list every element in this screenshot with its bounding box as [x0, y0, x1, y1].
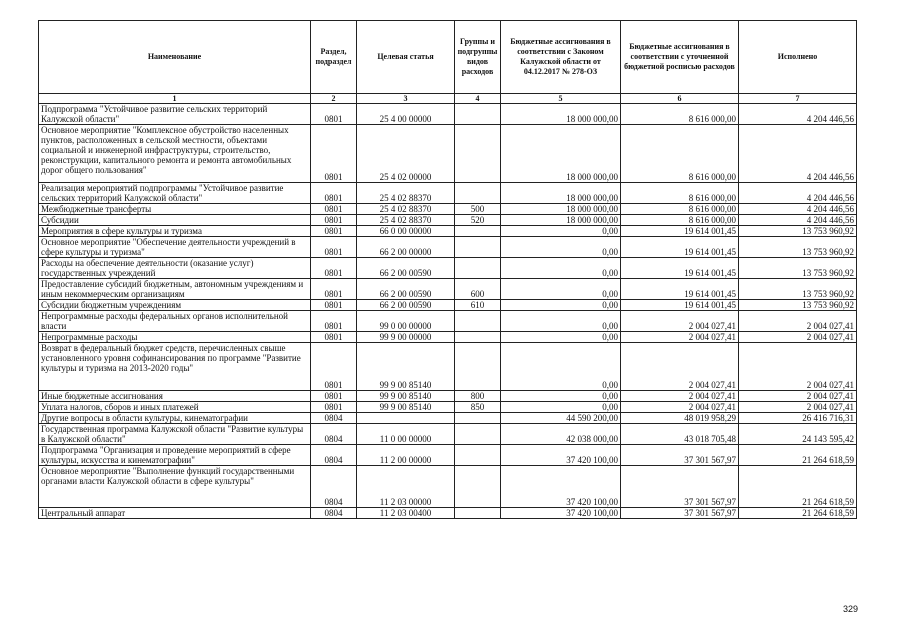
table-cell-name: Субсидии	[39, 215, 311, 226]
table-cell-section: 0801	[311, 215, 357, 226]
table-cell-article: 25 4 02 88370	[357, 204, 455, 215]
table-cell-article: 99 0 00 00000	[357, 311, 455, 332]
table-cell-name: Основное мероприятие "Обеспечение деятельности учреждений в сфере культуры и туризма"	[39, 237, 311, 258]
page-number: 329	[842, 604, 858, 614]
column-number: 7	[739, 94, 857, 104]
table-cell-refined: 37 301 567,97	[621, 508, 739, 519]
budget-table-sheet	[38, 20, 856, 519]
table-cell-executed: 2 004 027,41	[739, 391, 857, 402]
table-cell-law: 18 000 000,00	[501, 183, 621, 204]
table-cell-law: 0,00	[501, 226, 621, 237]
header-law: Бюджетные ассигнования в соответствии с Законом Калужской области от 04.12.2017 № 278-ОЗ	[501, 21, 621, 94]
table-cell-group	[455, 508, 501, 519]
table-cell-article: 66 2 00 00590	[357, 279, 455, 300]
column-number-row	[39, 94, 857, 104]
table-cell-name: Реализация мероприятий подпрограммы "Устойчивое развитие сельских территорий Калужской области"	[39, 183, 311, 204]
table-cell-executed: 24 143 595,42	[739, 424, 857, 445]
table-cell-section: 0801	[311, 237, 357, 258]
table-cell-name: Центральный аппарат	[39, 508, 311, 519]
table-cell-group	[455, 226, 501, 237]
table-cell-section: 0804	[311, 413, 357, 424]
table-cell-section: 0801	[311, 343, 357, 391]
table-cell-section: 0801	[311, 311, 357, 332]
table-row	[39, 424, 857, 445]
table-row	[39, 204, 857, 215]
table-cell-executed: 2 004 027,41	[739, 402, 857, 413]
table-cell-law: 18 000 000,00	[501, 215, 621, 226]
table-cell-name: Мероприятия в сфере культуры и туризма	[39, 226, 311, 237]
table-cell-group	[455, 125, 501, 183]
table-cell-refined: 19 614 001,45	[621, 258, 739, 279]
table-row	[39, 104, 857, 125]
table-cell-section: 0804	[311, 424, 357, 445]
table-cell-section: 0801	[311, 226, 357, 237]
table-cell-section: 0801	[311, 279, 357, 300]
table-row	[39, 226, 857, 237]
table-cell-name: Субсидии бюджетным учреждениям	[39, 300, 311, 311]
table-cell-group	[455, 424, 501, 445]
table-cell-section: 0801	[311, 258, 357, 279]
table-cell-executed: 4 204 446,56	[739, 204, 857, 215]
table-cell-article: 99 9 00 85140	[357, 391, 455, 402]
table-cell-name: Основное мероприятие "Выполнение функций государственными органами власти Калужской области в сфере культуры"	[39, 466, 311, 508]
table-cell-article	[357, 413, 455, 424]
table-cell-law: 0,00	[501, 402, 621, 413]
table-cell-name: Основное мероприятие "Комплексное обустройство населенных пунктов, расположенных в сельской местности, объектами социальной и инженерной инфраструктуры, строительство, реконструкции, капитального ремонта и ремонта автомобильных дорог общего пользования"	[39, 125, 311, 183]
table-cell-executed: 4 204 446,56	[739, 125, 857, 183]
table-cell-refined: 19 614 001,45	[621, 226, 739, 237]
table-cell-group	[455, 237, 501, 258]
budget-table	[38, 20, 857, 519]
table-cell-name: Непрограммные расходы федеральных органов исполнительной власти	[39, 311, 311, 332]
table-cell-group	[455, 466, 501, 508]
table-cell-refined: 2 004 027,41	[621, 332, 739, 343]
column-number: 5	[501, 94, 621, 104]
table-cell-refined: 2 004 027,41	[621, 391, 739, 402]
table-cell-article: 11 2 03 00000	[357, 466, 455, 508]
table-cell-refined: 43 018 705,48	[621, 424, 739, 445]
table-cell-refined: 8 616 000,00	[621, 104, 739, 125]
table-row	[39, 445, 857, 466]
table-cell-section: 0801	[311, 204, 357, 215]
table-cell-refined: 2 004 027,41	[621, 311, 739, 332]
table-cell-section: 0801	[311, 391, 357, 402]
table-cell-section: 0801	[311, 332, 357, 343]
table-cell-name: Иные бюджетные ассигнования	[39, 391, 311, 402]
table-cell-refined: 2 004 027,41	[621, 343, 739, 391]
header-group: Группы и подгруппы видов расходов	[455, 21, 501, 94]
table-cell-group	[455, 183, 501, 204]
table-cell-law: 42 038 000,00	[501, 424, 621, 445]
table-row	[39, 125, 857, 183]
table-cell-name: Предоставление субсидий бюджетным, автономным учреждениям и иным некоммерческим организациям	[39, 279, 311, 300]
table-cell-group: 800	[455, 391, 501, 402]
table-cell-executed: 21 264 618,59	[739, 445, 857, 466]
table-cell-refined: 8 616 000,00	[621, 125, 739, 183]
table-cell-name: Другие вопросы в области культуры, кинематографии	[39, 413, 311, 424]
table-row	[39, 215, 857, 226]
table-cell-section: 0804	[311, 466, 357, 508]
table-cell-refined: 2 004 027,41	[621, 402, 739, 413]
table-cell-article: 66 2 00 00000	[357, 237, 455, 258]
table-cell-name: Подпрограмма "Организация и проведение мероприятий в сфере культуры, искусства и кинематографии"	[39, 445, 311, 466]
table-row	[39, 237, 857, 258]
table-cell-section: 0801	[311, 300, 357, 311]
table-cell-refined: 8 616 000,00	[621, 183, 739, 204]
table-cell-group	[455, 332, 501, 343]
table-cell-article: 66 2 00 00590	[357, 300, 455, 311]
table-cell-law: 37 420 100,00	[501, 466, 621, 508]
table-cell-group	[455, 413, 501, 424]
table-cell-article: 99 9 00 85140	[357, 402, 455, 413]
header-name: Наименование	[39, 21, 311, 94]
table-cell-article: 11 2 00 00000	[357, 445, 455, 466]
table-cell-name: Уплата налогов, сборов и иных платежей	[39, 402, 311, 413]
table-row	[39, 311, 857, 332]
table-cell-name: Расходы на обеспечение деятельности (оказание услуг) государственных учреждений	[39, 258, 311, 279]
table-cell-law: 37 420 100,00	[501, 508, 621, 519]
table-cell-law: 0,00	[501, 300, 621, 311]
table-cell-law: 18 000 000,00	[501, 104, 621, 125]
table-cell-executed: 2 004 027,41	[739, 332, 857, 343]
table-cell-law: 18 000 000,00	[501, 204, 621, 215]
table-cell-name: Подпрограмма "Устойчивое развитие сельских территорий Калужской области"	[39, 104, 311, 125]
table-cell-article: 66 2 00 00590	[357, 258, 455, 279]
table-row	[39, 508, 857, 519]
table-cell-executed: 21 264 618,59	[739, 508, 857, 519]
table-cell-law: 0,00	[501, 391, 621, 402]
table-cell-refined: 48 019 958,29	[621, 413, 739, 424]
table-cell-executed: 13 753 960,92	[739, 237, 857, 258]
table-cell-group: 600	[455, 279, 501, 300]
table-row	[39, 300, 857, 311]
table-cell-section: 0804	[311, 445, 357, 466]
table-cell-group	[455, 343, 501, 391]
table-cell-group	[455, 311, 501, 332]
table-row	[39, 332, 857, 343]
table-cell-group: 520	[455, 215, 501, 226]
table-cell-article: 11 0 00 00000	[357, 424, 455, 445]
table-cell-section: 0801	[311, 402, 357, 413]
table-cell-executed: 2 004 027,41	[739, 343, 857, 391]
table-cell-executed: 13 753 960,92	[739, 279, 857, 300]
table-row	[39, 183, 857, 204]
table-cell-law: 0,00	[501, 343, 621, 391]
table-cell-executed: 4 204 446,56	[739, 104, 857, 125]
table-cell-article: 25 4 02 88370	[357, 183, 455, 204]
table-cell-name: Возврат в федеральный бюджет средств, перечисленных свыше установленного уровня софинансирования по программе "Развитие культуры и туризма на 2013-2020 годы"	[39, 343, 311, 391]
column-number: 6	[621, 94, 739, 104]
table-cell-law: 0,00	[501, 237, 621, 258]
table-cell-law: 0,00	[501, 258, 621, 279]
table-cell-group	[455, 445, 501, 466]
table-cell-section: 0801	[311, 125, 357, 183]
table-cell-article: 25 4 00 00000	[357, 104, 455, 125]
table-cell-law: 0,00	[501, 279, 621, 300]
table-header-row	[39, 21, 857, 94]
table-cell-refined: 37 301 567,97	[621, 466, 739, 508]
table-cell-law: 0,00	[501, 311, 621, 332]
table-row	[39, 413, 857, 424]
table-cell-executed: 21 264 618,59	[739, 466, 857, 508]
table-cell-refined: 19 614 001,45	[621, 300, 739, 311]
table-cell-refined: 8 616 000,00	[621, 204, 739, 215]
table-cell-section: 0804	[311, 508, 357, 519]
table-cell-article: 11 2 03 00400	[357, 508, 455, 519]
table-cell-article: 99 9 00 00000	[357, 332, 455, 343]
table-cell-executed: 26 416 716,31	[739, 413, 857, 424]
table-body	[39, 104, 857, 519]
table-cell-article: 25 4 02 88370	[357, 215, 455, 226]
table-cell-executed: 2 004 027,41	[739, 311, 857, 332]
table-cell-name: Межбюджетные трансферты	[39, 204, 311, 215]
table-cell-executed: 13 753 960,92	[739, 226, 857, 237]
column-number: 2	[311, 94, 357, 104]
column-number: 3	[357, 94, 455, 104]
table-cell-group: 610	[455, 300, 501, 311]
table-cell-name: Непрограммные расходы	[39, 332, 311, 343]
table-cell-article: 99 9 00 85140	[357, 343, 455, 391]
table-cell-law: 18 000 000,00	[501, 125, 621, 183]
table-cell-refined: 19 614 001,45	[621, 279, 739, 300]
table-cell-law: 37 420 100,00	[501, 445, 621, 466]
table-cell-name: Государственная программа Калужской области "Развитие культуры в Калужской области"	[39, 424, 311, 445]
header-section: Раздел, подраздел	[311, 21, 357, 94]
header-refined: Бюджетные ассигнования в соответствии с уточненной бюджетной росписью расходов	[621, 21, 739, 94]
table-cell-executed: 13 753 960,92	[739, 300, 857, 311]
table-cell-section: 0801	[311, 104, 357, 125]
column-number: 4	[455, 94, 501, 104]
table-row	[39, 402, 857, 413]
table-cell-executed: 4 204 446,56	[739, 183, 857, 204]
table-cell-law: 44 590 200,00	[501, 413, 621, 424]
table-cell-executed: 4 204 446,56	[739, 215, 857, 226]
header-article: Целевая статья	[357, 21, 455, 94]
table-cell-refined: 8 616 000,00	[621, 215, 739, 226]
table-row	[39, 466, 857, 508]
table-row	[39, 258, 857, 279]
column-number: 1	[39, 94, 311, 104]
table-cell-refined: 37 301 567,97	[621, 445, 739, 466]
table-cell-group: 850	[455, 402, 501, 413]
table-cell-executed: 13 753 960,92	[739, 258, 857, 279]
table-cell-group: 500	[455, 204, 501, 215]
header-executed: Исполнено	[739, 21, 857, 94]
table-row	[39, 279, 857, 300]
table-cell-refined: 19 614 001,45	[621, 237, 739, 258]
table-cell-group	[455, 258, 501, 279]
table-row	[39, 391, 857, 402]
table-cell-group	[455, 104, 501, 125]
table-cell-section: 0801	[311, 183, 357, 204]
table-cell-article: 25 4 02 00000	[357, 125, 455, 183]
table-row	[39, 343, 857, 391]
table-cell-article: 66 0 00 00000	[357, 226, 455, 237]
table-cell-law: 0,00	[501, 332, 621, 343]
